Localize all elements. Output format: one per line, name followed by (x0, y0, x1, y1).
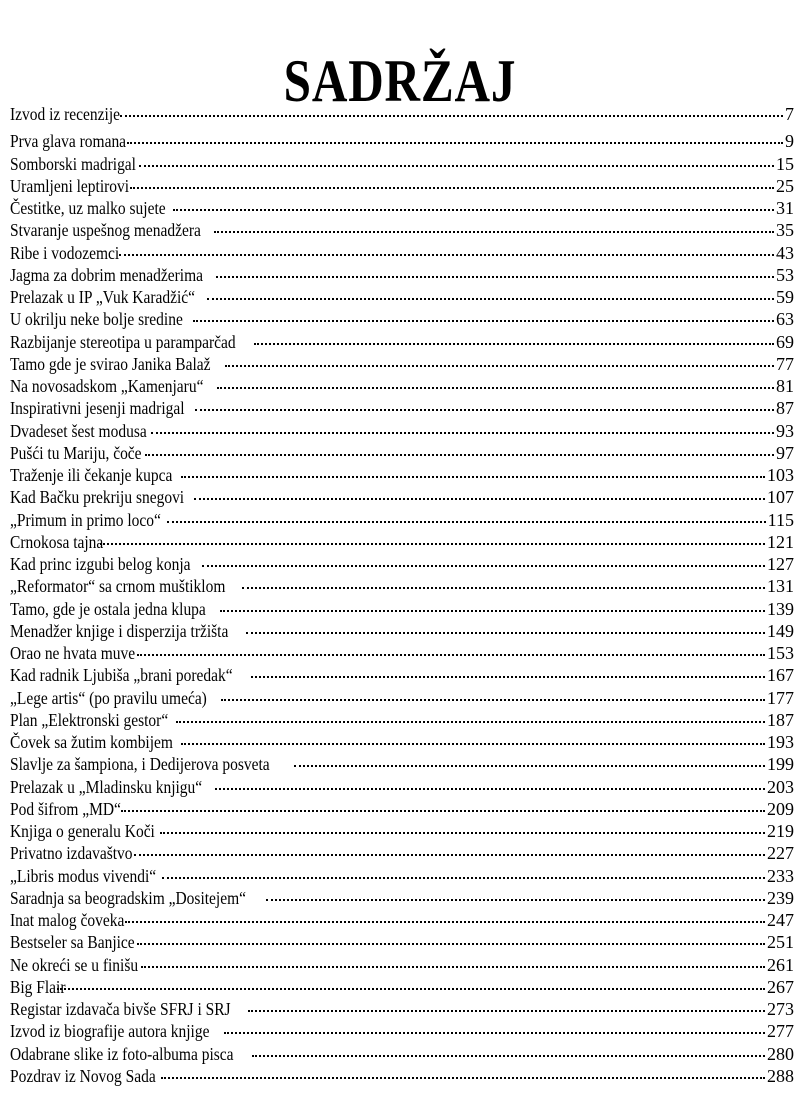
dot-leader (224, 1030, 765, 1034)
dot-leader (137, 941, 765, 945)
toc-entry (10, 331, 794, 353)
toc-entry (10, 197, 794, 219)
toc-entry (10, 976, 794, 998)
dot-leader (242, 585, 765, 589)
toc-entry-title: Prva glava romana (10, 131, 127, 152)
toc-entry-title: Saradnja sa beogradskim „Dositejem“ (10, 887, 247, 908)
toc-entry-title: Izvod iz recenzije (10, 104, 121, 124)
toc-entry (10, 553, 794, 575)
toc-entry (10, 103, 794, 125)
dot-leader (134, 852, 765, 856)
toc-entry-title: Razbijanje stereotipa u paramparčad (10, 331, 236, 352)
toc-entry-title: Ribe i vodozemci (10, 242, 120, 263)
toc-entry-title: Na novosadskom „Kamenjaru“ (10, 376, 204, 396)
toc-entry (10, 865, 794, 887)
toc-entry (10, 820, 794, 842)
dot-leader (125, 919, 765, 923)
dot-leader (214, 229, 774, 233)
toc-entry-page-number: 261 (767, 954, 794, 975)
toc-entry (10, 130, 794, 152)
toc-entry-page-number: 273 (767, 999, 794, 1019)
dot-leader (181, 741, 765, 745)
toc-entry (10, 442, 794, 464)
toc-entry-title: Izvod iz biografije autora knjige (10, 1021, 210, 1042)
dot-leader (120, 113, 783, 117)
toc-entry-page-number: 87 (776, 398, 794, 419)
toc-entry (10, 219, 794, 241)
toc-entry-page-number: 227 (767, 843, 794, 864)
toc-entry-page-number: 7 (785, 104, 794, 124)
toc-entry-page-number: 31 (776, 198, 794, 218)
toc-entry-page-number: 53 (776, 264, 794, 285)
toc-entry-page-number: 127 (767, 554, 794, 574)
toc-entry-title: Tamo, gde je ostala jedna klupa (10, 598, 206, 619)
dot-leader (202, 563, 765, 567)
toc-entry (10, 1065, 794, 1087)
toc-entry-page-number: 103 (767, 465, 794, 485)
dot-leader (215, 786, 765, 790)
dot-leader (246, 630, 765, 634)
toc-entry (10, 776, 794, 798)
toc-entry (10, 954, 794, 976)
dot-leader (254, 341, 774, 345)
toc-entry-title: Kad Bačku prekriju snegovi (10, 487, 185, 508)
toc-entry-page-number: 35 (776, 220, 794, 241)
toc-entry-title: Odabrane slike iz foto-albuma pisca (10, 1043, 234, 1064)
toc-entry-title: Registar izdavača bivše SFRJ i SRJ (10, 999, 231, 1019)
toc-entry (10, 1020, 794, 1042)
dot-leader (127, 140, 783, 144)
toc-entry (10, 931, 794, 953)
dot-leader (252, 1053, 765, 1057)
toc-entry-page-number: 203 (767, 776, 794, 797)
toc-entry-page-number: 25 (776, 175, 794, 196)
toc-entry-page-number: 199 (767, 754, 794, 775)
dot-leader (121, 808, 765, 812)
dot-leader (57, 986, 765, 990)
toc-entry-page-number: 81 (776, 376, 794, 396)
toc-entry (10, 887, 794, 909)
toc-entry-page-number: 277 (767, 1021, 794, 1042)
toc-entry-title: Prelazak u „Mladinsku knjigu“ (10, 776, 203, 797)
toc-entry-title: „Lege artis“ (po pravilu umeća) (10, 687, 207, 708)
toc-entry-page-number: 97 (776, 442, 794, 463)
toc-entry-page-number: 121 (767, 531, 794, 552)
dot-leader (181, 474, 765, 478)
toc-entry-title: Kad radnik Ljubiša „brani poredak“ (10, 665, 233, 686)
toc-entry-page-number: 193 (767, 732, 794, 752)
toc-entry-page-number: 187 (767, 709, 794, 730)
toc-entry (10, 1043, 794, 1065)
toc-entry-page-number: 167 (767, 665, 794, 686)
dot-leader (119, 252, 774, 256)
toc-entry-page-number: 93 (776, 420, 794, 441)
dot-leader (221, 697, 765, 701)
toc-entry-title: Orao ne hvata muve (10, 643, 136, 663)
toc-entry (10, 242, 794, 264)
dot-leader (100, 541, 765, 545)
toc-entry-title: Knjiga o generalu Koči (10, 821, 155, 841)
toc-entry-title: „Primum in primo loco“ (10, 509, 161, 530)
toc-entry-title: Kad princ izgubi belog konja (10, 554, 191, 574)
toc-entry (10, 509, 794, 531)
dot-leader (145, 452, 774, 456)
toc-entry-page-number: 219 (767, 821, 794, 841)
toc-entry-page-number: 63 (776, 309, 794, 330)
toc-entry (10, 264, 794, 286)
dot-leader (167, 519, 765, 523)
toc-entry-title: Slavlje za šampiona, i Dedijerova posveta (10, 754, 270, 775)
toc-entry (10, 842, 794, 864)
toc-entry (10, 998, 794, 1020)
toc-entry-title: Pušći tu Mariju, čoče (10, 442, 142, 463)
toc-entry-title: „Reformator“ sa crnom muštiklom (10, 576, 226, 597)
toc-entry-page-number: 9 (785, 131, 794, 152)
dot-leader (137, 652, 765, 656)
dot-leader (160, 830, 765, 834)
toc-entry-title: Pozdrav iz Novog Sada (10, 1065, 156, 1086)
toc-entry-title: Prelazak u IP „Vuk Karadžić“ (10, 287, 196, 307)
table-of-contents (10, 103, 794, 1087)
toc-entry-title: Menadžer knjige i disperzija tržišta (10, 620, 229, 641)
dot-leader (130, 185, 774, 189)
toc-entry (10, 575, 794, 597)
toc-entry-page-number: 209 (767, 798, 794, 819)
toc-entry (10, 531, 794, 553)
toc-entry-title: Dvadeset šest modusa (10, 420, 147, 441)
toc-entry (10, 397, 794, 419)
toc-entry (10, 798, 794, 820)
toc-entry (10, 664, 794, 686)
toc-entry-page-number: 288 (767, 1065, 794, 1086)
dot-leader (193, 318, 774, 322)
toc-entry-page-number: 239 (767, 887, 794, 908)
toc-entry (10, 620, 794, 642)
toc-entry-page-number: 115 (767, 509, 794, 530)
toc-entry-title: Somborski madrigal (10, 153, 136, 174)
toc-entry (10, 153, 794, 175)
toc-entry-title: U okrilju neke bolje sredine (10, 309, 183, 330)
dot-leader (220, 608, 765, 612)
toc-entry (10, 464, 794, 486)
page-title: SADRŽAJ (283, 48, 517, 115)
toc-entry-title: Pod šifrom „MD“ (10, 798, 121, 819)
dot-leader (217, 385, 774, 389)
dot-leader (176, 719, 765, 723)
toc-entry-title: Čovek sa žutim kombijem (10, 732, 173, 752)
toc-entry-page-number: 177 (767, 687, 794, 708)
dot-leader (151, 430, 774, 434)
toc-entry-page-number: 139 (767, 598, 794, 619)
toc-entry-page-number: 131 (767, 576, 794, 597)
toc-entry-title: Jagma za dobrim menadžerima (10, 264, 203, 285)
toc-entry-title: Crnokosa tajna (10, 531, 104, 552)
toc-entry-title: Bestseler sa Banjice (10, 932, 135, 953)
toc-entry-page-number: 43 (776, 242, 794, 263)
toc-entry-title: Čestitke, uz malko sujete (10, 198, 166, 218)
toc-entry-page-number: 59 (776, 287, 794, 307)
toc-entry (10, 420, 794, 442)
toc-entry-title: Stvaranje uspešnog menadžera (10, 220, 201, 241)
toc-entry-page-number: 267 (767, 976, 794, 997)
dot-leader (194, 496, 765, 500)
toc-entry-page-number: 149 (767, 620, 794, 641)
dot-leader (266, 897, 765, 901)
dot-leader (139, 163, 775, 167)
dot-leader (161, 1075, 765, 1079)
toc-entry (10, 709, 794, 731)
dot-leader (251, 674, 765, 678)
dot-leader (294, 763, 765, 767)
toc-entry (10, 486, 794, 508)
toc-entry (10, 731, 794, 753)
toc-entry-title: Tamo gde je svirao Janika Balaž (10, 353, 211, 374)
toc-entry (10, 598, 794, 620)
toc-entry (10, 687, 794, 709)
toc-entry-title: Plan „Elektronski gestor“ (10, 709, 169, 730)
toc-entry (10, 753, 794, 775)
toc-entry (10, 375, 794, 397)
toc-entry-page-number: 69 (776, 331, 794, 352)
toc-entry-page-number: 247 (767, 910, 794, 930)
toc-entry-page-number: 77 (776, 353, 794, 374)
toc-entry (10, 175, 794, 197)
dot-leader (225, 363, 774, 367)
toc-entry-page-number: 15 (776, 153, 794, 174)
toc-entry (10, 286, 794, 308)
toc-entry-title: „Libris modus vivendi“ (10, 865, 157, 886)
toc-entry (10, 909, 794, 931)
toc-entry-title: Inat malog čoveka (10, 910, 125, 930)
toc-entry-page-number: 153 (767, 643, 794, 663)
toc-entry-title: Inspirativni jesenji madrigal (10, 398, 185, 419)
dot-leader (248, 1008, 765, 1012)
toc-entry-title: Big Flair (10, 976, 66, 997)
toc-entry-title: Privatno izdavaštvo (10, 843, 133, 864)
toc-entry (10, 642, 794, 664)
toc-entry-page-number: 280 (767, 1043, 794, 1064)
dot-leader (207, 296, 774, 300)
toc-entry-title: Ne okreći se u finišu (10, 954, 139, 975)
dot-leader (216, 274, 774, 278)
dot-leader (141, 964, 765, 968)
toc-entry-page-number: 233 (767, 865, 794, 886)
toc-entry (10, 308, 794, 330)
toc-entry-title: Uramljeni leptirovi (10, 175, 130, 196)
dot-leader (173, 207, 774, 211)
dot-leader (162, 875, 765, 879)
toc-entry-title: Traženje ili čekanje kupca (10, 465, 173, 485)
toc-entry (10, 353, 794, 375)
dot-leader (195, 407, 774, 411)
toc-entry-page-number: 251 (767, 932, 794, 953)
toc-entry-page-number: 107 (767, 487, 794, 508)
